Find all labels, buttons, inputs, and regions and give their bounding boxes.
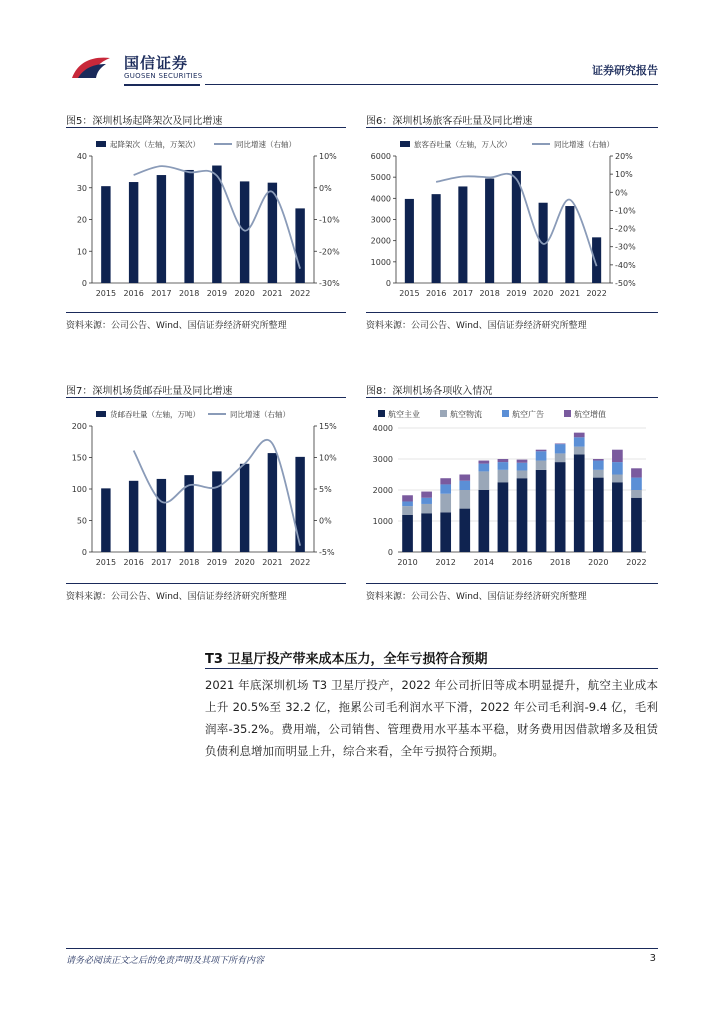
legend-label-bar: 货邮吞吐量（左轴，万吨） <box>110 410 200 419</box>
stacked-bar-segment <box>440 512 451 552</box>
stacked-bar-segment <box>421 504 432 513</box>
bar-2019 <box>212 471 221 552</box>
stacked-bar-segment <box>421 492 432 498</box>
document-type: 证券研究报告 <box>592 64 658 77</box>
stacked-bar-segment <box>440 494 451 513</box>
figure-7-source: 资料来源：公司公告、Wind、国信证券经济研究所整理 <box>66 592 287 602</box>
bar-2017 <box>157 175 166 283</box>
stacked-bar-segment <box>555 453 566 462</box>
x-tick-label: 2020 <box>588 558 609 567</box>
right-tick-label: -10% <box>319 215 340 225</box>
x-tick-label: 2016 <box>425 289 447 298</box>
figure-6-source-rule <box>366 312 658 313</box>
bar-2017 <box>157 479 166 552</box>
bar-2022 <box>295 208 304 283</box>
legend-swatch-bar <box>400 141 410 147</box>
bar-2015 <box>405 199 414 283</box>
stacked-bar-segment <box>536 450 547 452</box>
stacked-bar-segment <box>479 490 490 552</box>
right-tick-label: -40% <box>615 260 636 270</box>
left-tick-label: 2000 <box>372 486 393 495</box>
left-tick-label: 100 <box>71 485 87 494</box>
bar-2016 <box>129 182 138 283</box>
left-tick-label: 20 <box>76 215 87 225</box>
stacked-bar-segment <box>574 447 585 455</box>
left-tick-label: 30 <box>76 183 87 193</box>
footer-rule <box>66 948 658 949</box>
stacked-bar-segment <box>402 495 413 501</box>
stacked-bar-segment <box>593 459 604 461</box>
stacked-bar-segment <box>536 461 547 470</box>
stacked-bar-segment <box>593 470 604 478</box>
left-tick-label: 1000 <box>372 517 393 526</box>
figure-8-title-rule <box>366 397 658 398</box>
stacked-bar-segment <box>421 513 432 552</box>
legend-swatch-航空主业 <box>378 410 385 417</box>
stacked-bar-segment <box>440 478 451 484</box>
right-tick-label: 15% <box>319 422 337 431</box>
figure-5-title-rule <box>66 127 346 128</box>
x-tick-label: 2017 <box>452 289 474 298</box>
legend-label-bar: 起降架次（左轴，万架次） <box>110 140 200 149</box>
stacked-bar-segment <box>517 463 528 471</box>
x-tick-label: 2015 <box>399 289 420 298</box>
right-tick-label: -30% <box>319 279 340 288</box>
section-body-text: 2021 年底深圳机场 T3 卫星厅投产，2022 年公司折旧等成本明显提升，航空主业成本上升 20.5%至 32.2 亿，拖累公司毛利润水平下滑，2022 年公司毛利润-9.4 亿，毛利润率-35.2%。费用端，公司销售、管理费用水平基本平稳，财务费用因借款增多及租赁负债利息增加而明显上升，综合来看，全年亏损符合预期。 <box>205 678 658 758</box>
x-tick-label: 2018 <box>549 558 571 567</box>
figure-5-title: 图5：深圳机场起降架次及同比增速 <box>66 116 223 127</box>
figure-8-chart <box>366 402 658 576</box>
stacked-bar-segment <box>574 437 585 446</box>
x-tick-label: 2022 <box>626 558 647 567</box>
bar-2022 <box>592 237 601 283</box>
stacked-bar-segment <box>459 481 470 490</box>
right-tick-label: 10% <box>319 453 337 463</box>
x-tick-label: 2022 <box>289 558 311 567</box>
right-tick-label: 10% <box>319 152 337 161</box>
figure-6-source: 资料来源：公司公告、Wind、国信证券经济研究所整理 <box>366 321 587 331</box>
left-tick-label: 6000 <box>370 152 391 161</box>
x-tick-label: 2019 <box>506 289 527 298</box>
bar-2020 <box>240 464 249 552</box>
figure-5-source-rule <box>66 312 346 313</box>
bar-2018 <box>485 179 494 283</box>
right-tick-label: -30% <box>615 242 636 252</box>
brand-name-en: GUOSEN SECURITIES <box>124 72 203 80</box>
right-tick-label: -20% <box>615 224 636 234</box>
x-tick-label: 2010 <box>397 558 418 567</box>
bar-2016 <box>129 481 138 552</box>
figure-7-chart <box>66 402 348 576</box>
figure-6-title: 图6：深圳机场旅客吞吐量及同比增速 <box>366 116 533 127</box>
guosen-logo-icon <box>70 52 114 82</box>
bar-2020 <box>240 181 249 283</box>
right-tick-label: 5% <box>319 485 332 494</box>
legend-swatch-bar <box>96 411 106 417</box>
legend-swatch-航空物流 <box>440 410 447 417</box>
stacked-bar-segment <box>459 475 470 481</box>
stacked-bar-segment <box>536 451 547 460</box>
left-tick-label: 0 <box>81 279 87 288</box>
right-tick-label: -10% <box>615 206 636 216</box>
stacked-bar-segment <box>402 506 413 515</box>
bar-2022 <box>295 457 304 552</box>
right-tick-label: -5% <box>319 548 335 557</box>
right-tick-label: 10% <box>615 170 633 180</box>
stacked-bar-segment <box>440 484 451 493</box>
x-tick-label: 2021 <box>262 558 283 567</box>
legend-label-line: 同比增速（右轴） <box>554 140 614 149</box>
x-tick-label: 2021 <box>262 289 283 298</box>
stacked-bar-segment <box>631 490 642 498</box>
legend-swatch-航空广告 <box>502 410 509 417</box>
x-tick-label: 2015 <box>95 558 117 567</box>
stacked-bar-segment <box>536 470 547 552</box>
figure-5-source: 资料来源：公司公告、Wind、国信证券经济研究所整理 <box>66 321 287 331</box>
figure-7-source-rule <box>66 583 346 584</box>
bar-2019 <box>512 171 521 283</box>
right-tick-label: 0% <box>615 188 628 198</box>
left-tick-label: 5000 <box>370 173 391 183</box>
figure-6-title-rule <box>366 127 658 128</box>
legend-label: 航空物流 <box>450 410 482 419</box>
x-tick-label: 2018 <box>178 289 200 298</box>
stacked-bar-segment <box>574 433 585 438</box>
right-tick-label: 0% <box>319 516 332 526</box>
figure-8-source: 资料来源：公司公告、Wind、国信证券经济研究所整理 <box>366 592 587 602</box>
legend-label-bar: 旅客吞吐量（左轴，万人次） <box>414 140 512 149</box>
bar-2019 <box>212 166 221 283</box>
legend-label: 航空主业 <box>388 410 420 419</box>
bar-2015 <box>101 186 110 283</box>
footer-disclaimer: 请务必阅读正文之后的免责声明及其项下所有内容 <box>66 956 265 966</box>
x-tick-label: 2020 <box>234 289 255 298</box>
stacked-bar-segment <box>555 462 566 552</box>
x-tick-label: 2021 <box>559 289 581 298</box>
stacked-bar-segment <box>498 459 509 462</box>
x-tick-label: 2016 <box>123 558 144 567</box>
page-number: 3 <box>649 953 656 964</box>
bar-2016 <box>432 194 441 283</box>
stacked-bar-segment <box>555 444 566 445</box>
bar-2017 <box>458 186 467 283</box>
bar-2021 <box>268 453 277 552</box>
bar-2018 <box>184 170 193 283</box>
legend-label: 航空广告 <box>512 410 544 419</box>
left-tick-label: 3000 <box>372 455 393 464</box>
x-tick-label: 2018 <box>479 289 500 298</box>
left-tick-label: 10 <box>76 247 87 257</box>
header-rule <box>205 84 658 85</box>
x-tick-label: 2020 <box>234 558 255 567</box>
stacked-bar-segment <box>612 475 623 483</box>
x-tick-label: 2022 <box>289 289 311 298</box>
right-tick-label: 20% <box>615 152 633 161</box>
figure-7-title-rule <box>66 397 346 398</box>
left-tick-label: 0 <box>387 548 393 557</box>
stacked-bar-segment <box>555 444 566 453</box>
x-tick-label: 2016 <box>123 289 144 298</box>
left-tick-label: 0 <box>81 548 87 557</box>
stacked-bar-segment <box>402 501 413 506</box>
stacked-bar-segment <box>574 454 585 552</box>
stacked-bar-segment <box>593 461 604 470</box>
x-tick-label: 2017 <box>151 558 172 567</box>
figure-7-title: 图7：深圳机场货邮吞吐量及同比增速 <box>66 386 233 397</box>
left-tick-label: 3000 <box>370 215 391 225</box>
stacked-bar-segment <box>479 461 490 464</box>
section-heading: T3 卫星厅投产带来成本压力，全年亏损符合预期 <box>205 652 488 667</box>
section-heading-rule <box>205 668 658 669</box>
stacked-bar-segment <box>459 509 470 552</box>
header-rule-accent <box>124 84 200 86</box>
legend-label-line: 同比增速（右轴） <box>236 140 296 149</box>
left-tick-label: 2000 <box>370 236 391 246</box>
stacked-bar-segment <box>402 515 413 552</box>
stacked-bar-segment <box>631 498 642 552</box>
stacked-bar-segment <box>517 478 528 552</box>
stacked-bar-segment <box>479 471 490 490</box>
bar-2015 <box>101 488 110 552</box>
x-tick-label: 2020 <box>532 289 554 298</box>
x-tick-label: 2019 <box>206 558 228 567</box>
left-tick-label: 0 <box>385 279 391 288</box>
left-tick-label: 200 <box>71 422 87 431</box>
legend-label-line: 同比增速（右轴） <box>230 410 290 419</box>
x-tick-label: 2022 <box>586 289 607 298</box>
left-tick-label: 1000 <box>370 257 391 267</box>
left-tick-label: 4000 <box>372 424 393 433</box>
x-tick-label: 2016 <box>511 558 533 567</box>
figure-5-chart <box>66 132 348 306</box>
stacked-bar-segment <box>631 478 642 490</box>
stacked-bar-segment <box>593 478 604 552</box>
x-tick-label: 2018 <box>178 558 200 567</box>
stacked-bar-segment <box>479 464 490 472</box>
stacked-bar-segment <box>631 468 642 477</box>
brand-name-cn: 国信证券 <box>124 54 189 72</box>
x-tick-label: 2012 <box>435 558 456 567</box>
legend-swatch-航空增值 <box>564 410 571 417</box>
stacked-bar-segment <box>498 470 509 482</box>
left-tick-label: 50 <box>76 516 87 526</box>
stacked-bar-segment <box>612 450 623 462</box>
stacked-bar-segment <box>612 482 623 552</box>
stacked-bar-segment <box>459 490 470 509</box>
figure-8-source-rule <box>366 583 658 584</box>
legend-label: 航空增值 <box>574 410 606 419</box>
x-tick-label: 2014 <box>473 558 495 567</box>
stacked-bar-segment <box>498 482 509 552</box>
bar-2021 <box>565 206 574 283</box>
stacked-bar-segment <box>517 470 528 478</box>
stacked-bar-segment <box>517 460 528 463</box>
legend-swatch-bar <box>96 141 106 147</box>
x-tick-label: 2015 <box>95 289 117 298</box>
right-tick-label: -20% <box>319 247 340 257</box>
x-tick-label: 2017 <box>151 289 172 298</box>
stacked-bar-segment <box>612 462 623 474</box>
stacked-bar-segment <box>498 462 509 470</box>
left-tick-label: 40 <box>76 152 87 161</box>
right-tick-label: -50% <box>615 279 636 288</box>
stacked-bar-segment <box>421 498 432 504</box>
x-tick-label: 2019 <box>206 289 228 298</box>
left-tick-label: 150 <box>71 453 87 463</box>
figure-6-chart <box>366 132 658 306</box>
left-tick-label: 4000 <box>370 194 391 204</box>
right-tick-label: 0% <box>319 183 332 193</box>
figure-8-title: 图8：深圳机场各项收入情况 <box>366 386 493 397</box>
